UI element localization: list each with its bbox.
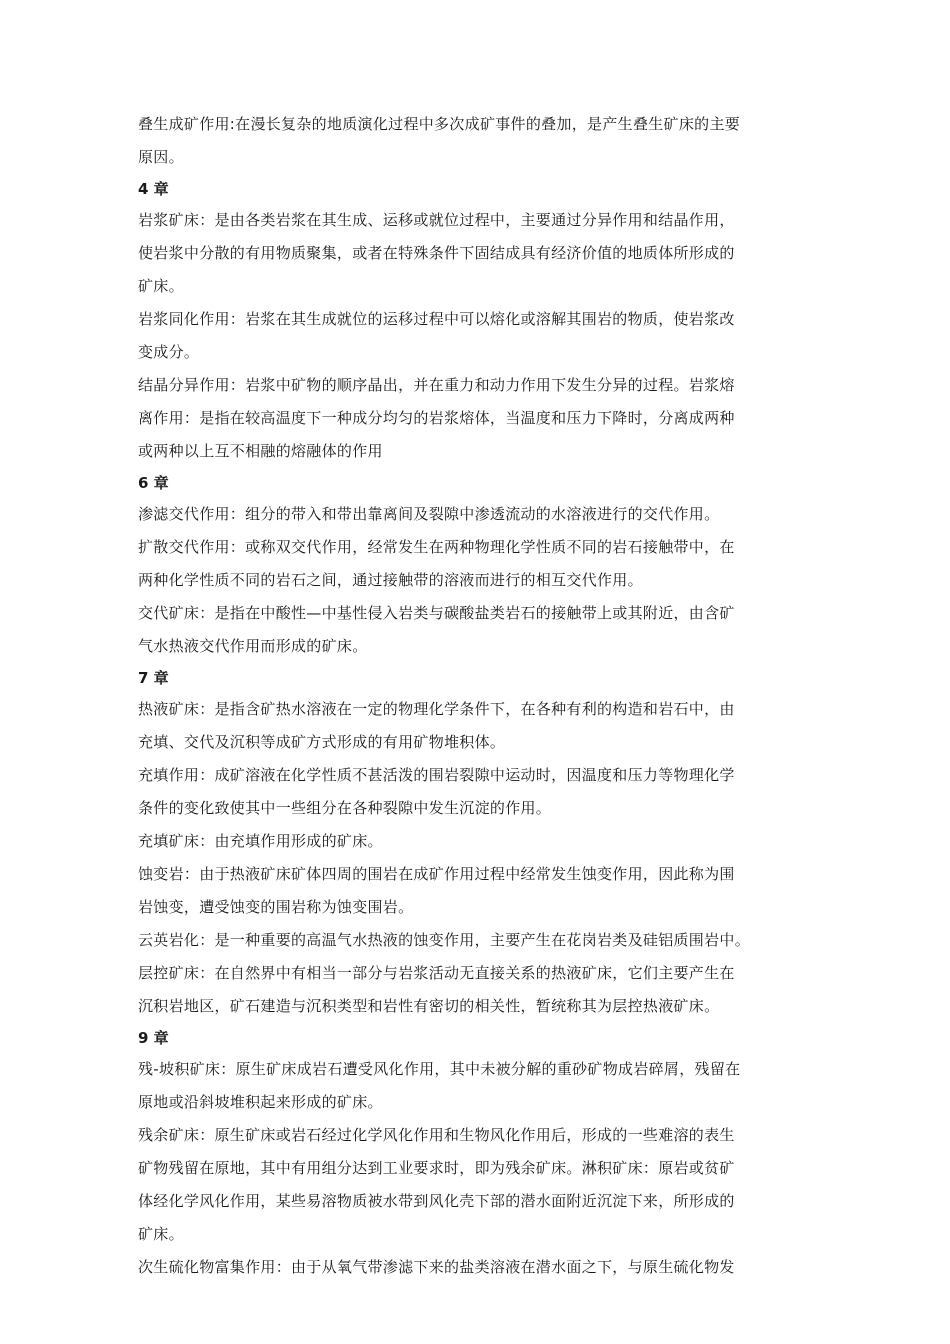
text-line: 离作用：是指在较高温度下一种成分均匀的岩浆熔体，当温度和压力下降时，分离成两种: [138, 409, 735, 427]
text-line: 矿物残留在原地，其中有用组分达到工业要求时，即为残余矿床。淋积矿床：原岩或贫矿: [138, 1159, 735, 1177]
text-line: 原因。: [138, 148, 184, 166]
text-line: 岩浆矿床：是由各类岩浆在其生成、运移或就位过程中，主要通过分异作用和结晶作用，: [138, 211, 735, 229]
text-line: 岩蚀变，遭受蚀变的围岩称为蚀变围岩。: [138, 898, 414, 916]
text-line: 原地或沿斜坡堆积起来形成的矿床。: [138, 1093, 383, 1111]
text-line: 结晶分异作用：岩浆中矿物的顺序晶出，并在重力和动力作用下发生分异的过程。岩浆熔: [138, 376, 735, 394]
text-line: 体经化学风化作用，某些易溶物质被水带到风化壳下部的潜水面附近沉淀下来，所形成的: [138, 1192, 735, 1210]
chapter-heading: 6 章: [138, 474, 169, 492]
document-body: [138, 108, 818, 1284]
text-line: 热液矿床：是指含矿热水溶液在一定的物理化学条件下，在各种有利的构造和岩石中，由: [138, 700, 735, 718]
text-line: 充填作用：成矿溶液在化学性质不甚活泼的围岩裂隙中运动时，因温度和压力等物理化学: [138, 766, 735, 784]
text-line: 变成分。: [138, 343, 200, 361]
text-line: 条件的变化致使其中一些组分在各种裂隙中发生沉淀的作用。: [138, 799, 552, 817]
text-line: 气水热液交代作用而形成的矿床。: [138, 637, 368, 655]
text-line: 层控矿床：在自然界中有相当一部分与岩浆活动无直接关系的热液矿床，它们主要产生在: [138, 964, 735, 982]
chapter-heading: 4 章: [138, 180, 169, 198]
text-line: 渗滤交代作用：组分的带入和带出靠离间及裂隙中渗透流动的水溶液进行的交代作用。: [138, 505, 720, 523]
text-line: 交代矿床：是指在中酸性—中基性侵入岩类与碳酸盐类岩石的接触带上或其附近，由含矿: [138, 604, 735, 622]
text-line: 充填矿床：由充填作用形成的矿床。: [138, 832, 383, 850]
text-line: 矿床。: [138, 1225, 184, 1243]
text-line: 蚀变岩：由于热液矿床矿体四周的围岩在成矿作用过程中经常发生蚀变作用，因此称为围: [138, 865, 735, 883]
text-line: 沉积岩地区，矿石建造与沉积类型和岩性有密切的相关性，暂统称其为层控热液矿床。: [138, 997, 720, 1015]
text-line: 两种化学性质不同的岩石之间，通过接触带的溶液而进行的相互交代作用。: [138, 571, 643, 589]
text-line: 使岩浆中分散的有用物质聚集，或者在特殊条件下固结成具有经济价值的地质体所形成的: [138, 244, 735, 262]
text-line: 矿床。: [138, 277, 184, 295]
chapter-heading: 7 章: [138, 669, 169, 687]
text-line: 次生硫化物富集作用：由于从氧气带渗滤下来的盐类溶液在潜水面之下，与原生硫化物发: [138, 1258, 735, 1276]
text-line: 扩散交代作用：或称双交代作用，经常发生在两种物理化学性质不同的岩石接触带中，在: [138, 538, 735, 556]
chapter-heading: 9 章: [138, 1029, 169, 1047]
text-line: 或两种以上互不相融的熔融体的作用: [138, 442, 383, 460]
text-line: 充填、交代及沉积等成矿方式形成的有用矿物堆积体。: [138, 733, 506, 751]
text-line: 叠生成矿作用:在漫长复杂的地质演化过程中多次成矿事件的叠加，是产生叠生矿床的主要: [138, 115, 741, 133]
text-line: 残-坡积矿床：原生矿床成岩石遭受风化作用，其中未被分解的重砂矿物成岩碎屑，残留在: [138, 1060, 741, 1078]
text-line: 云英岩化：是一种重要的高温气水热液的蚀变作用，主要产生在花岗岩类及硅铝质围岩中。: [138, 931, 751, 949]
text-line: 残余矿床：原生矿床或岩石经过化学风化作用和生物风化作用后，形成的一些难溶的表生: [138, 1126, 735, 1144]
text-line: 岩浆同化作用：岩浆在其生成就位的运移过程中可以熔化或溶解其围岩的物质，使岩浆改: [138, 310, 735, 328]
